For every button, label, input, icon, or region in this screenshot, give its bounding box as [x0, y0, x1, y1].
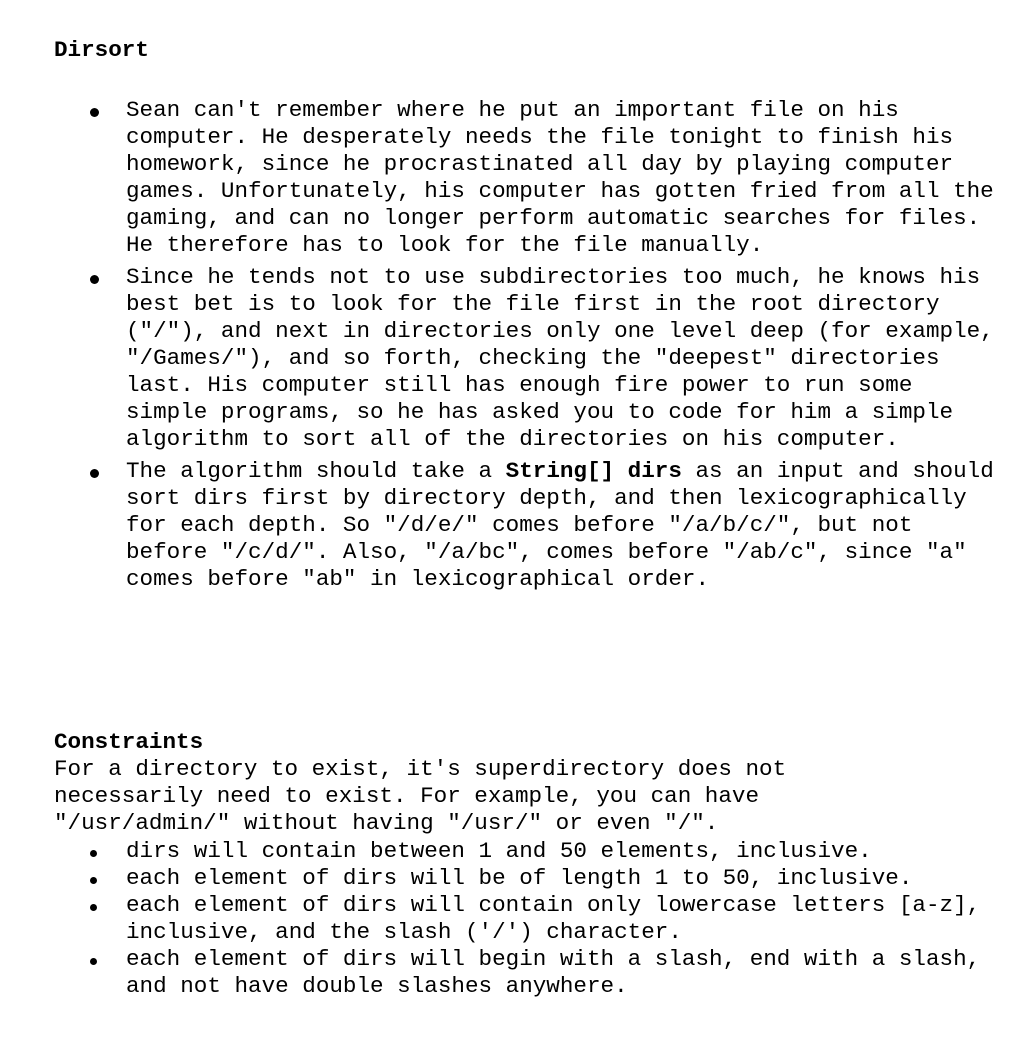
bullet-icon [90, 108, 99, 117]
constraint-item: each element of dirs will begin with a slash, end with a slash, and not have double slashes anywhere. [126, 946, 981, 999]
code-signature: String[] dirs [505, 458, 682, 484]
bullet-icon [90, 850, 97, 857]
bullet-icon [90, 469, 99, 478]
bullet-icon [90, 904, 97, 911]
intro-paragraph-1: Sean can't remember where he put an important file on his computer. He desperately needs the file tonight to finish his homework, since he procrastinated all day by playing computer games. Unfortunately, his computer has gotten fried from all the gaming, and can no longer perform automatic searches for files. He therefore has to look for the file manually. [126, 97, 994, 258]
intro-paragraph-3-start: The algorithm should take a [126, 458, 506, 484]
bullet-icon [90, 958, 97, 965]
bullet-icon [90, 877, 97, 884]
constraints-heading: Constraints [54, 729, 204, 755]
constraints-list [54, 838, 994, 1000]
list-item [54, 892, 994, 946]
bullet-icon [90, 275, 99, 284]
constraint-item: each element of dirs will be of length 1 to 50, inclusive. [126, 865, 913, 891]
list-item [54, 97, 994, 259]
constraints-description: For a directory to exist, it's superdirectory does not necessarily need to exist. For example, you can have "/usr/admin/" without having "/usr/" or even "/". [54, 756, 787, 836]
intro-paragraph-2: Since he tends not to use subdirectories too much, he knows his best bet is to look for the file first in the root directory ("/"), and next in directories only one level deep (for example, "/Games/"), and so forth, checking the "deepest" directories last. His computer still has enough fire power to run some simple programs, so he has asked you to code for him a simple algorithm to sort all of the directories on his computer. [126, 264, 994, 452]
constraint-item: dirs will contain between 1 and 50 elements, inclusive. [126, 838, 872, 864]
list-item [54, 946, 994, 1000]
page-title: Dirsort [54, 37, 149, 63]
constraint-item: each element of dirs will contain only lowercase letters [a-z], inclusive, and the slash ('/') character. [126, 892, 981, 945]
list-item [54, 865, 994, 892]
list-item [54, 838, 994, 865]
intro-list [54, 97, 994, 598]
list-item [54, 458, 994, 593]
intro-paragraph-3-end: as an input and should sort dirs first by directory depth, and then lexicographically for each depth. So "/d/e/" comes before "/a/b/c/", but not before "/c/d/". Also, "/a/bc", comes before "/ab/c", since "a" comes before "ab" in lexicographical order. [126, 458, 994, 592]
list-item [54, 264, 994, 453]
